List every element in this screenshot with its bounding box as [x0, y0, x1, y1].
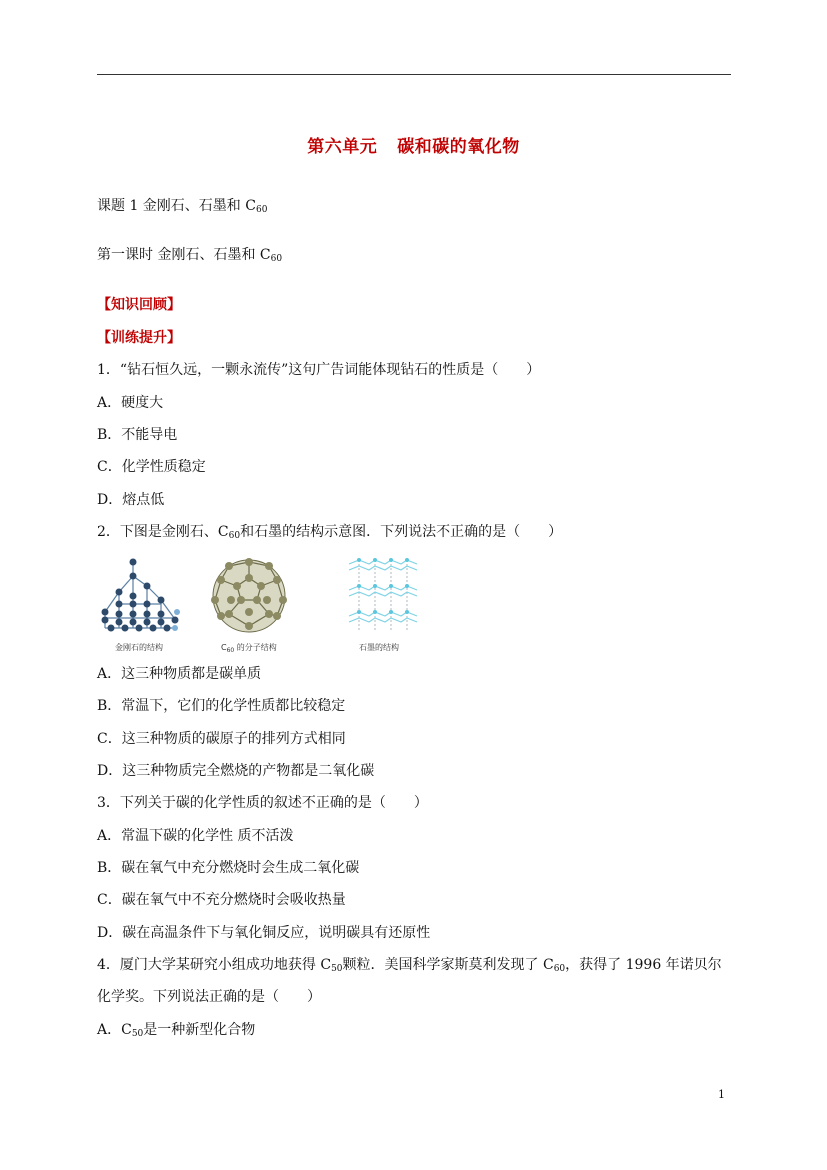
- q2-option-c: C．这三种物质的碳原子的排列方式相同: [97, 731, 346, 747]
- q3-option-d: D．碳在高温条件下与氧化铜反应，说明碳具有还原性: [97, 925, 431, 941]
- q4-option-a: A．$C_{50}$是一种新型化合物: [97, 1022, 256, 1039]
- unit-number: 第六单元: [307, 137, 378, 157]
- q2-option-a: A．这三种物质都是碳单质: [97, 666, 262, 682]
- q4-stem-line2: 化学奖。下列说法正确的是（ ）: [97, 989, 321, 1005]
- q4-stem-line1: 4．厦门大学某研究小组成功地获得 $C_{50}$颗粒．美国科学家斯莫利发现了 $C_{60}$，获得了 1996 年诺贝尔: [97, 957, 722, 974]
- graphite-caption: 石墨的结构: [359, 643, 399, 652]
- q1-option-a: A．硬度大: [97, 395, 164, 411]
- q3-stem: 3．下列关于碳的化学性质的叙述不正确的是（ ）: [97, 795, 428, 811]
- q1-option-c: C．化学性质稳定: [97, 459, 206, 475]
- c60-caption: $C_{60}$ 的分子结构: [221, 643, 277, 654]
- structure-figures: [97, 556, 427, 656]
- q2-stem: 2．下图是金刚石、$C_{60}$和石墨的结构示意图．下列说法不正确的是（ ）: [97, 524, 563, 541]
- q1-stem: 1．“钻石恒久远，一颗永流传”这句广告词能体现钻石的性质是（ ）: [97, 362, 541, 378]
- q1-option-b: B．不能导电: [97, 427, 178, 443]
- q3-option-b: B．碳在氧气中充分燃烧时会生成二氧化碳: [97, 860, 360, 876]
- q3-option-a: A．常温下碳的化学性 质不活泼: [97, 828, 294, 844]
- header-rule: [97, 74, 731, 75]
- graphite-structure-image: [345, 556, 423, 636]
- section-review: 【知识回顾】: [97, 297, 181, 313]
- q2-option-d: D．这三种物质完全燃烧的产物都是二氧化碳: [97, 763, 375, 779]
- period-heading: 第一课时 金刚石、石墨和 $C_{60}$: [97, 247, 283, 264]
- diamond-structure-image: [97, 556, 185, 636]
- q3-option-c: C．碳在氧气中不充分燃烧时会吸收热量: [97, 892, 346, 908]
- q2-option-b: B．常温下，它们的化学性质都比较稳定: [97, 698, 346, 714]
- q1-option-d: D．熔点低: [97, 492, 165, 508]
- c60-structure-image: [209, 556, 289, 636]
- diamond-caption: 金刚石的结构: [115, 643, 163, 652]
- section-practice: 【训练提升】: [97, 330, 181, 346]
- page-number: 1: [718, 1088, 725, 1101]
- page-title: [0, 132, 827, 157]
- unit-name: 碳和碳的氧化物: [397, 137, 520, 157]
- lesson-heading: 课题 1 金刚石、石墨和 $C_{60}$: [97, 198, 268, 215]
